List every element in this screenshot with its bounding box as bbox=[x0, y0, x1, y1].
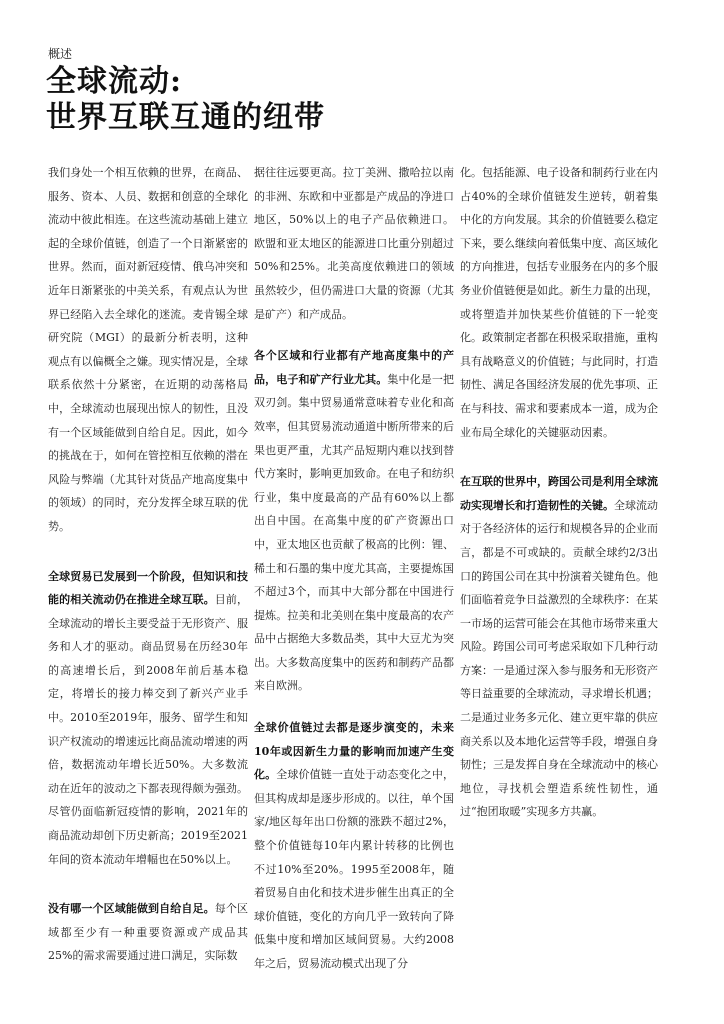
paragraph: 我们身处一个相互依赖的世界，在商品、服务、资本、人员、数据和创意的全球化流动中彼此相连。在这些流动基础上建立起的全球价值链，创造了一个日渐紧密的世界。然而，面对新冠疫情、俄乌冲突和近年日渐紧张的中美关系，有观点认为世界已经陷入去全球化的迷流。麦肯锡全球研究院（MGI）的最新分析表明，这种观点有以偏概全之嫌。现实情况是，全球联系依然十分紧密，在近期的动荡格局中，全球流动也展现出惊人的韧性，且没有一个区域能做到自给自足。因此，如今的挑战在于，如何在管控相互依赖的潜在风险与弊端（尤其针对货品产地高度集中的领域）的同时，充分发挥全球互联的优势。 bbox=[48, 166, 248, 533]
paragraph-body: 集中化是一把双刃剑。集中贸易通常意味着专业化和高效率，但其贸易流动通道中断所带来的后果也更严重，尤其产品短期内难以找到替代方案时，影响更加致命。在电子和纺织行业，集中度最高的产品有60%以上都出自中国。在高集中度的矿产资源出口中，亚太地区也贡献了极高的比例：锂、稀土和石墨的集中度尤其高，主要提炼国不超过3个，而其中大部分都在中国进行提炼。拉美和北美则在集中度最高的农产品中占据绝大多数品类，其中大豆尤为突出。大多数高度集中的医药和制药产品都来自欧洲。 bbox=[254, 372, 455, 693]
paragraph-lead: 没有哪一个区域能做到自给自足。 bbox=[48, 902, 215, 916]
column-1 bbox=[48, 161, 248, 994]
title-line-2: 世界互联互通的纽带 bbox=[46, 100, 325, 135]
paragraph bbox=[254, 716, 454, 976]
paragraph-body: 全球流动对于各经济体的运行和规模各异的企业而言，都是不可或缺的。贡献全球约2/3出口的跨国公司在其中扮演着关键角色。他们面临着竞争日益激烈的全球秩序：在某一市场的运营可能会在其他市场带来重大风险。跨国公司可考虑采取如下几种行动方案：一是通过深入参与服务和无形资产等日益重要的全球流动，寻求增长机遇；二是通过业务多元化、建立更牢靠的供应商关系以及本地化运营等手段，增强自身韧性；三是发挥自身在全球流动中的核心地位，寻找机会塑造系统性韧性，通过“抱团取暖”实现多方共赢。 bbox=[460, 498, 658, 819]
title-line-1: 全球流动: bbox=[46, 64, 183, 99]
paragraph-lead: 在互联的世界中，跨国公司是利用全球流动实现增长和打造韧性的关键。 bbox=[460, 475, 658, 512]
page-title bbox=[46, 64, 325, 136]
section-label: 概述 bbox=[48, 47, 73, 61]
column-2 bbox=[254, 161, 454, 1002]
column-3 bbox=[460, 161, 658, 850]
paragraph-lead: 各个区域和行业都有产地高度集中的产品，电子和矿产行业尤其。 bbox=[254, 349, 454, 386]
paragraph-lead: 全球价值链过去都是逐步演变的，未来10年或因新生力量的影响而加速产生变化。 bbox=[254, 721, 454, 782]
paragraph-body: 每个区域都至少有一种重要资源或产成品其25%的需求需要通过进口满足，实际数 bbox=[48, 902, 249, 963]
paragraph: 化。包括能源、电子设备和制药行业在内占40%的全球价值链发生逆转，朝着集中化的方向发展。其余的价值链要么稳定下来，要么继续向着低集中度、高区域化的方向推进，包括专业服务在内的多个服务业价值链便是如此。新生力量的出现，或将塑造并加快某些价值链的下一轮变化。政策制定者都在积极采取措施，重构具有战略意义的价值链；与此同时，打造韧性、满足各国经济发展的优先事项、正在与科技、需求和要素成本一道，成为企业布局全球化的关键驱动因素。 bbox=[460, 166, 658, 439]
paragraph bbox=[254, 344, 454, 698]
paragraph-body: 全球价值链一直处于动态变化之中，但其构成却是逐步形成的。以往，单个国家/地区每年出口份额的涨跌不超过2%，整个价值链每10年内累计转移的比例也不过10%至20%。1995至2008年，随着贸易自由化和技术进步催生出真正的全球价值链，变化的方向几乎一致转向了降低集中度和增加区域间贸易。大约2008年之后，贸易流动模式出现了分 bbox=[254, 768, 455, 970]
paragraph-body: 目前，全球流动的增长主要受益于无形资产、服务和人才的驱动。商品贸易在历经30年的高速增长后，到2008年前后基本稳定，将增长的接力棒交到了新兴产业手中。2010至2019年，服务、留学生和知识产权流动的增速远比商品流动增速的两倍，数据流动年增长近50%。大多数流动在近年的波动之下都表现得颇为强劲。尽管仍面临新冠疫情的影响，2021年的商品流动却创下历史新高；2019至2021年间的资本流动年增幅也在50%以上。 bbox=[48, 593, 249, 866]
paragraph: 据往往远要更高。拉丁美洲、撒哈拉以南的非洲、东欧和中亚都是产成品的净进口地区，50%以上的电子产品依赖进口。欧盟和亚太地区的能源进口比重分别超过50%和25%。北美高度依赖进口的领域虽然较少，但仍需进口大量的资源（尤其是矿产）和产成品。 bbox=[254, 166, 454, 321]
paragraph bbox=[48, 897, 248, 968]
paragraph bbox=[48, 565, 248, 872]
paragraph-lead: 全球贸易已发展到一个阶段，但知识和技能的相关流动仍在推进全球互联。 bbox=[48, 569, 248, 607]
paragraph bbox=[460, 470, 658, 824]
